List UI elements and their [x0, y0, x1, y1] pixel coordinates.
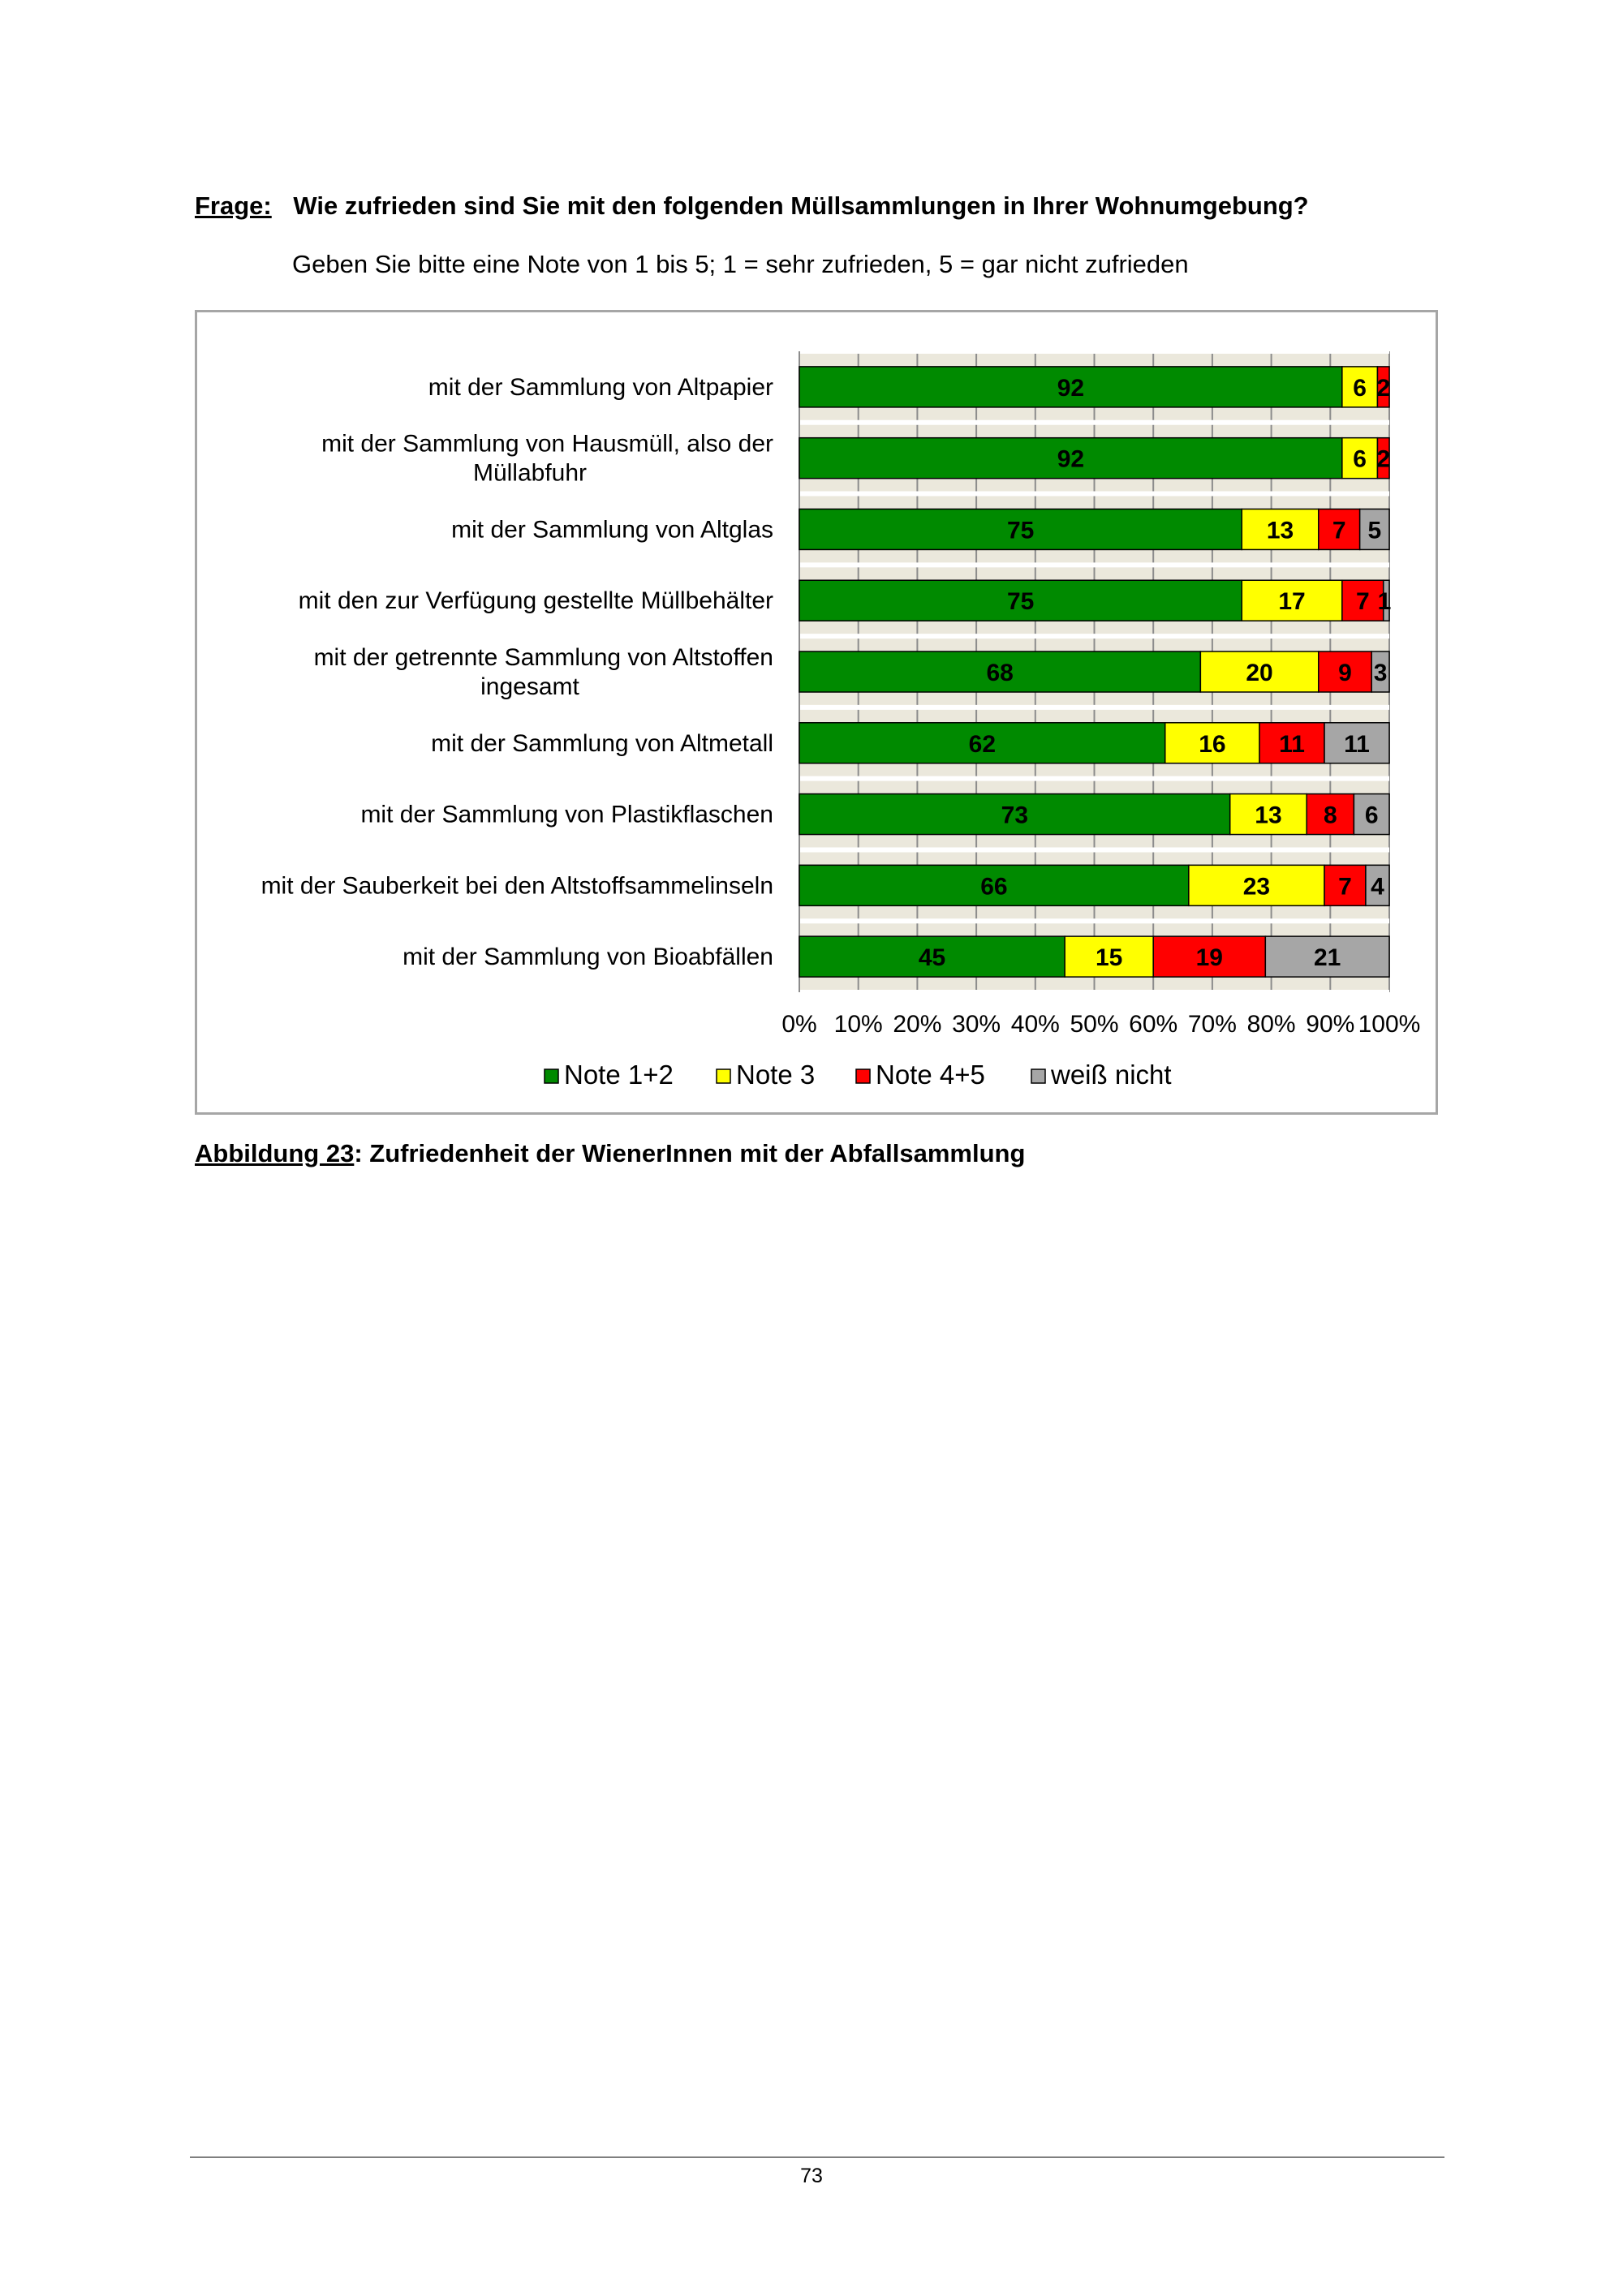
data-label: 62 — [968, 730, 997, 758]
question-instruction: Geben Sie bitte eine Note von 1 bis 5; 1 = sehr zufrieden, 5 = gar nicht zufrieden — [292, 250, 1189, 278]
data-label: 4 — [1371, 873, 1384, 901]
question — [195, 191, 1461, 221]
figure-caption — [195, 1139, 1025, 1168]
data-label: 2 — [1376, 445, 1391, 473]
data-label: 68 — [986, 660, 1014, 686]
x-tick-label: 80% — [1246, 1011, 1296, 1038]
category-label: mit den zur Verfügung gestellte Müllbehälter — [298, 587, 773, 615]
x-tick-label: 10% — [833, 1011, 883, 1038]
data-label: 8 — [1323, 802, 1337, 829]
x-tick-label: 50% — [1070, 1011, 1119, 1038]
data-label: 5 — [1367, 517, 1382, 544]
x-tick-label: 40% — [1010, 1011, 1060, 1038]
data-label: 73 — [1001, 802, 1029, 829]
category-label: mit der getrennte Sammlung von Altstoffen — [313, 644, 773, 671]
footer-divider — [190, 2156, 1444, 2158]
stacked-bar-chart — [197, 312, 1436, 1112]
category-label: ingesamt — [480, 673, 579, 700]
data-label: 3 — [1373, 660, 1388, 686]
chart-frame — [195, 310, 1438, 1115]
data-label: 11 — [1344, 730, 1370, 758]
caption-label: Abbildung 23 — [195, 1139, 355, 1167]
category-label: mit der Sammlung von Altmetall — [431, 729, 773, 757]
data-label: 7 — [1338, 873, 1352, 901]
data-label: 11 — [1279, 730, 1305, 758]
data-label: 6 — [1353, 445, 1367, 473]
data-label: 75 — [1006, 588, 1035, 616]
category-label: mit der Sammlung von Hausmüll, also der — [321, 430, 773, 458]
data-label: 92 — [1057, 445, 1085, 473]
category-label: Müllabfuhr — [472, 459, 588, 487]
x-tick-label: 100% — [1358, 1011, 1421, 1038]
data-label: 16 — [1199, 730, 1226, 758]
legend-swatch — [545, 1069, 558, 1083]
legend-swatch — [856, 1069, 870, 1083]
x-tick-label: 60% — [1129, 1011, 1178, 1038]
data-label: 9 — [1338, 660, 1352, 686]
data-label: 13 — [1255, 802, 1282, 829]
legend-label: weiß nicht — [1051, 1060, 1172, 1090]
data-label: 7 — [1332, 517, 1346, 544]
category-label: mit der Sammlung von Bioabfällen — [403, 944, 773, 971]
question-label: Frage: — [195, 191, 272, 220]
data-label: 2 — [1376, 374, 1391, 402]
data-label: 75 — [1006, 517, 1035, 544]
x-tick-label: 20% — [893, 1011, 942, 1038]
x-tick-label: 70% — [1187, 1011, 1237, 1038]
data-label: 7 — [1355, 588, 1370, 616]
data-label: 21 — [1313, 944, 1341, 972]
data-label: 66 — [980, 873, 1008, 901]
category-label: mit der Sammlung von Altpapier — [428, 373, 773, 401]
legend-swatch — [1031, 1069, 1045, 1083]
data-label: 92 — [1057, 374, 1085, 402]
legend-label: Note 4+5 — [876, 1060, 985, 1090]
data-label: 6 — [1353, 374, 1367, 402]
data-label: 23 — [1242, 873, 1271, 901]
category-label: mit der Sauberkeit bei den Altstoffsammelinseln — [260, 872, 773, 900]
data-label: 19 — [1195, 944, 1223, 972]
data-label: 1 — [1377, 588, 1392, 616]
caption-text: : Zufriedenheit der WienerInnen mit der Abfallsammlung — [354, 1139, 1026, 1167]
data-label: 15 — [1095, 944, 1123, 972]
x-tick-label: 0% — [781, 1011, 817, 1038]
x-tick-label: 90% — [1306, 1011, 1355, 1038]
data-label: 17 — [1278, 588, 1306, 616]
legend-label: Note 1+2 — [564, 1060, 674, 1090]
data-label: 45 — [918, 944, 946, 972]
legend-label: Note 3 — [736, 1060, 816, 1090]
page-number: 73 — [800, 2165, 823, 2187]
category-label: mit der Sammlung von Plastikflaschen — [360, 801, 773, 828]
legend-swatch — [717, 1069, 730, 1083]
data-label: 6 — [1364, 802, 1379, 829]
data-label: 13 — [1266, 517, 1294, 544]
data-label: 20 — [1246, 660, 1273, 686]
question-text: Wie zufrieden sind Sie mit den folgenden Müllsammlungen in Ihrer Wohnumgebung? — [293, 191, 1309, 220]
category-label: mit der Sammlung von Altglas — [451, 516, 773, 544]
x-tick-label: 30% — [952, 1011, 1001, 1038]
